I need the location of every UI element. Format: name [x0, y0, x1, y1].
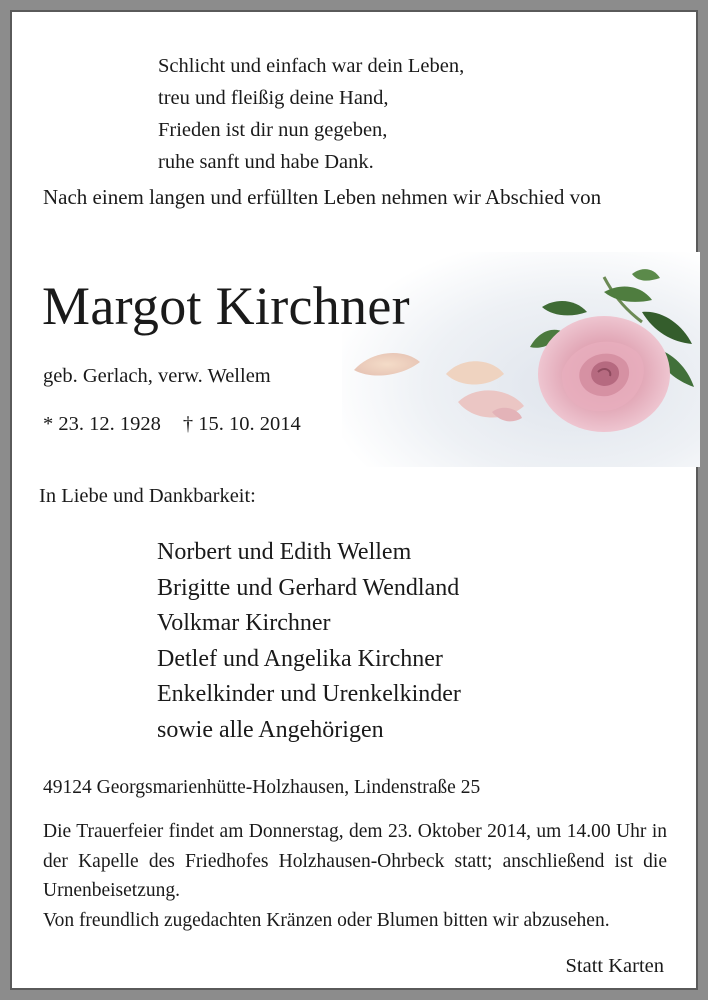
mourner-entry: Detlef und Angelika Kirchner — [157, 645, 443, 672]
deceased-name: Margot Kirchner — [42, 276, 410, 336]
intro-text: Nach einem langen und erfüllten Leben nehmen wir Abschied von — [43, 185, 602, 209]
family-address: 49124 Georgsmarienhütte-Holzhausen, Lindenstraße 25 — [43, 777, 481, 798]
mourners-heading: In Liebe und Dankbarkeit: — [39, 485, 256, 507]
signoff-text: Statt Karten — [565, 955, 664, 977]
poem-line: ruhe sanft und habe Dank. — [158, 151, 374, 173]
poem-line: Frieden ist dir nun gegeben, — [158, 119, 388, 141]
memorial-poem — [158, 50, 464, 178]
mourner-entry: Norbert und Edith Wellem — [157, 539, 412, 565]
mourner-entry: Enkelkinder und Urenkelkinder — [157, 681, 461, 707]
flowers-request: Von freundlich zugedachten Kränzen oder Blumen bitten wir abzusehen. — [43, 909, 610, 931]
obituary-notice — [10, 10, 698, 990]
mourners-list — [157, 535, 461, 748]
death-date: † 15. 10. 2014 — [182, 413, 301, 435]
poem-line: treu und fleißig deine Hand, — [158, 87, 389, 109]
mourner-entry: Brigitte und Gerhard Wendland — [157, 574, 460, 601]
life-dates — [43, 410, 301, 438]
maiden-name: geb. Gerlach, verw. Wellem — [43, 365, 271, 387]
service-info — [43, 817, 667, 935]
poem-line: Schlicht und einfach war dein Leben, — [158, 55, 465, 77]
funeral-details: Die Trauerfeier findet am Donnerstag, dem 23. Oktober 2014, um 14.00 Uhr in der Kapelle des Friedhofes Holzhausen-Ohrbeck statt; anschließend ist die Urnenbeisetzung. — [43, 821, 667, 901]
mourner-entry: sowie alle Angehörigen — [157, 716, 384, 743]
birth-date: * 23. 12. 1928 — [43, 413, 161, 435]
mourner-entry: Volkmar Kirchner — [157, 610, 331, 636]
